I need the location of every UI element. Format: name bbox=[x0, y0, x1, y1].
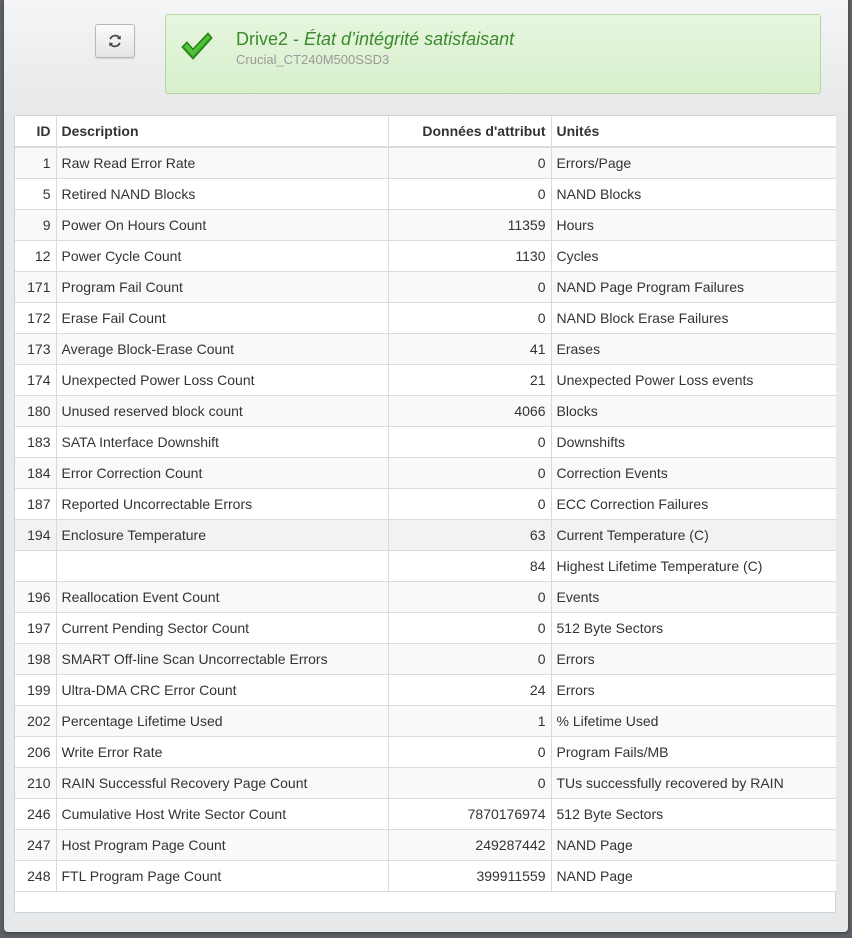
cell-id: 173 bbox=[15, 334, 56, 365]
table-row[interactable] bbox=[15, 241, 836, 272]
cell-description: Retired NAND Blocks bbox=[56, 179, 388, 210]
table-row[interactable] bbox=[15, 613, 836, 644]
cell-description: Program Fail Count bbox=[56, 272, 388, 303]
refresh-icon bbox=[107, 33, 123, 49]
cell-raw-data: 0 bbox=[388, 644, 551, 675]
cell-raw-data: 0 bbox=[388, 147, 551, 179]
cell-description: RAIN Successful Recovery Page Count bbox=[56, 768, 388, 799]
table-row[interactable] bbox=[15, 489, 836, 520]
cell-description: Average Block-Erase Count bbox=[56, 334, 388, 365]
cell-id: 197 bbox=[15, 613, 56, 644]
cell-id: 248 bbox=[15, 861, 56, 892]
table-row[interactable] bbox=[15, 179, 836, 210]
cell-units: 512 Byte Sectors bbox=[551, 799, 836, 830]
table-row[interactable] bbox=[15, 582, 836, 613]
table-row[interactable] bbox=[15, 365, 836, 396]
cell-id: 196 bbox=[15, 582, 56, 613]
table-row[interactable] bbox=[15, 147, 836, 179]
cell-id: 194 bbox=[15, 520, 56, 551]
cell-id: 187 bbox=[15, 489, 56, 520]
cell-raw-data: 0 bbox=[388, 582, 551, 613]
cell-raw-data: 0 bbox=[388, 427, 551, 458]
cell-description: Unused reserved block count bbox=[56, 396, 388, 427]
cell-units: Unexpected Power Loss events bbox=[551, 365, 836, 396]
cell-units: Highest Lifetime Temperature (C) bbox=[551, 551, 836, 582]
cell-raw-data: 24 bbox=[388, 675, 551, 706]
status-title bbox=[236, 29, 514, 50]
cell-id: 1 bbox=[15, 147, 56, 179]
cell-units: Blocks bbox=[551, 396, 836, 427]
cell-units: TUs successfully recovered by RAIN bbox=[551, 768, 836, 799]
cell-raw-data: 7870176974 bbox=[388, 799, 551, 830]
cell-units: ECC Correction Failures bbox=[551, 489, 836, 520]
cell-description: Reported Uncorrectable Errors bbox=[56, 489, 388, 520]
refresh-button[interactable] bbox=[95, 24, 135, 58]
smart-info-window bbox=[4, 0, 848, 932]
drive-name: Drive2 bbox=[236, 29, 289, 49]
cell-description: Percentage Lifetime Used bbox=[56, 706, 388, 737]
cell-id: 184 bbox=[15, 458, 56, 489]
cell-raw-data: 4066 bbox=[388, 396, 551, 427]
cell-units: NAND Page bbox=[551, 861, 836, 892]
cell-id: 198 bbox=[15, 644, 56, 675]
smart-attributes-panel bbox=[14, 115, 836, 913]
cell-raw-data: 0 bbox=[388, 303, 551, 334]
table-row[interactable] bbox=[15, 644, 836, 675]
cell-id: 174 bbox=[15, 365, 56, 396]
cell-units: Hours bbox=[551, 210, 836, 241]
cell-description: Reallocation Event Count bbox=[56, 582, 388, 613]
table-row[interactable] bbox=[15, 303, 836, 334]
cell-description: Power On Hours Count bbox=[56, 210, 388, 241]
table-row[interactable] bbox=[15, 520, 836, 551]
cell-id: 183 bbox=[15, 427, 56, 458]
table-row[interactable] bbox=[15, 396, 836, 427]
cell-id: 180 bbox=[15, 396, 56, 427]
cell-raw-data: 1 bbox=[388, 706, 551, 737]
cell-id: 199 bbox=[15, 675, 56, 706]
table-body bbox=[15, 147, 836, 892]
cell-id: 9 bbox=[15, 210, 56, 241]
cell-raw-data: 0 bbox=[388, 613, 551, 644]
column-header-raw-data[interactable]: Données d'attribut bbox=[388, 116, 551, 147]
cell-raw-data: 1130 bbox=[388, 241, 551, 272]
cell-units: Errors/Page bbox=[551, 147, 836, 179]
cell-units: Program Fails/MB bbox=[551, 737, 836, 768]
cell-units: Errors bbox=[551, 675, 836, 706]
table-row[interactable] bbox=[15, 272, 836, 303]
table-row[interactable] bbox=[15, 458, 836, 489]
cell-units: 512 Byte Sectors bbox=[551, 613, 836, 644]
cell-units: Downshifts bbox=[551, 427, 836, 458]
cell-raw-data: 0 bbox=[388, 272, 551, 303]
cell-id: 12 bbox=[15, 241, 56, 272]
cell-id: 202 bbox=[15, 706, 56, 737]
cell-units: NAND Blocks bbox=[551, 179, 836, 210]
table-row[interactable] bbox=[15, 861, 836, 892]
cell-raw-data: 0 bbox=[388, 458, 551, 489]
cell-units: NAND Page Program Failures bbox=[551, 272, 836, 303]
table-row[interactable] bbox=[15, 737, 836, 768]
cell-units: Current Temperature (C) bbox=[551, 520, 836, 551]
cell-raw-data: 11359 bbox=[388, 210, 551, 241]
table-row[interactable] bbox=[15, 551, 836, 582]
smart-attributes-table bbox=[15, 116, 836, 892]
health-status-panel bbox=[165, 14, 821, 94]
cell-description: FTL Program Page Count bbox=[56, 861, 388, 892]
table-row[interactable] bbox=[15, 427, 836, 458]
cell-raw-data: 249287442 bbox=[388, 830, 551, 861]
cell-description bbox=[56, 551, 388, 582]
cell-id: 247 bbox=[15, 830, 56, 861]
cell-raw-data: 21 bbox=[388, 365, 551, 396]
cell-description: Write Error Rate bbox=[56, 737, 388, 768]
cell-units: % Lifetime Used bbox=[551, 706, 836, 737]
table-row[interactable] bbox=[15, 210, 836, 241]
column-header-units[interactable]: Unités bbox=[551, 116, 836, 147]
cell-raw-data: 63 bbox=[388, 520, 551, 551]
cell-raw-data: 0 bbox=[388, 179, 551, 210]
cell-units: Events bbox=[551, 582, 836, 613]
cell-raw-data: 41 bbox=[388, 334, 551, 365]
cell-units: Cycles bbox=[551, 241, 836, 272]
cell-id: 172 bbox=[15, 303, 56, 334]
cell-raw-data: 0 bbox=[388, 768, 551, 799]
cell-description: Host Program Page Count bbox=[56, 830, 388, 861]
cell-id bbox=[15, 551, 56, 582]
cell-description: Erase Fail Count bbox=[56, 303, 388, 334]
table-row[interactable] bbox=[15, 675, 836, 706]
cell-description: Raw Read Error Rate bbox=[56, 147, 388, 179]
cell-description: SATA Interface Downshift bbox=[56, 427, 388, 458]
check-icon bbox=[180, 31, 214, 61]
column-header-description[interactable]: Description bbox=[56, 116, 388, 147]
cell-id: 5 bbox=[15, 179, 56, 210]
cell-units: NAND Page bbox=[551, 830, 836, 861]
cell-description: Power Cycle Count bbox=[56, 241, 388, 272]
cell-units: NAND Block Erase Failures bbox=[551, 303, 836, 334]
health-state: État d’intégrité satisfaisant bbox=[304, 29, 515, 49]
cell-description: Cumulative Host Write Sector Count bbox=[56, 799, 388, 830]
cell-description: Enclosure Temperature bbox=[56, 520, 388, 551]
cell-raw-data: 84 bbox=[388, 551, 551, 582]
column-header-id[interactable]: ID bbox=[15, 116, 56, 147]
cell-id: 171 bbox=[15, 272, 56, 303]
cell-raw-data: 0 bbox=[388, 737, 551, 768]
table-row[interactable] bbox=[15, 768, 836, 799]
cell-raw-data: 0 bbox=[388, 489, 551, 520]
cell-description: Error Correction Count bbox=[56, 458, 388, 489]
table-header-row bbox=[15, 116, 836, 147]
cell-id: 246 bbox=[15, 799, 56, 830]
cell-id: 206 bbox=[15, 737, 56, 768]
table-row[interactable] bbox=[15, 706, 836, 737]
cell-description: Current Pending Sector Count bbox=[56, 613, 388, 644]
table-row[interactable] bbox=[15, 334, 836, 365]
cell-description: SMART Off-line Scan Uncorrectable Errors bbox=[56, 644, 388, 675]
cell-id: 210 bbox=[15, 768, 56, 799]
table-row[interactable] bbox=[15, 799, 836, 830]
drive-model: Crucial_CT240M500SSD3 bbox=[236, 52, 390, 67]
cell-description: Ultra-DMA CRC Error Count bbox=[56, 675, 388, 706]
cell-units: Correction Events bbox=[551, 458, 836, 489]
cell-units: Errors bbox=[551, 644, 836, 675]
cell-description: Unexpected Power Loss Count bbox=[56, 365, 388, 396]
table-row[interactable] bbox=[15, 830, 836, 861]
cell-raw-data: 399911559 bbox=[388, 861, 551, 892]
title-separator: - bbox=[288, 29, 305, 49]
cell-units: Erases bbox=[551, 334, 836, 365]
